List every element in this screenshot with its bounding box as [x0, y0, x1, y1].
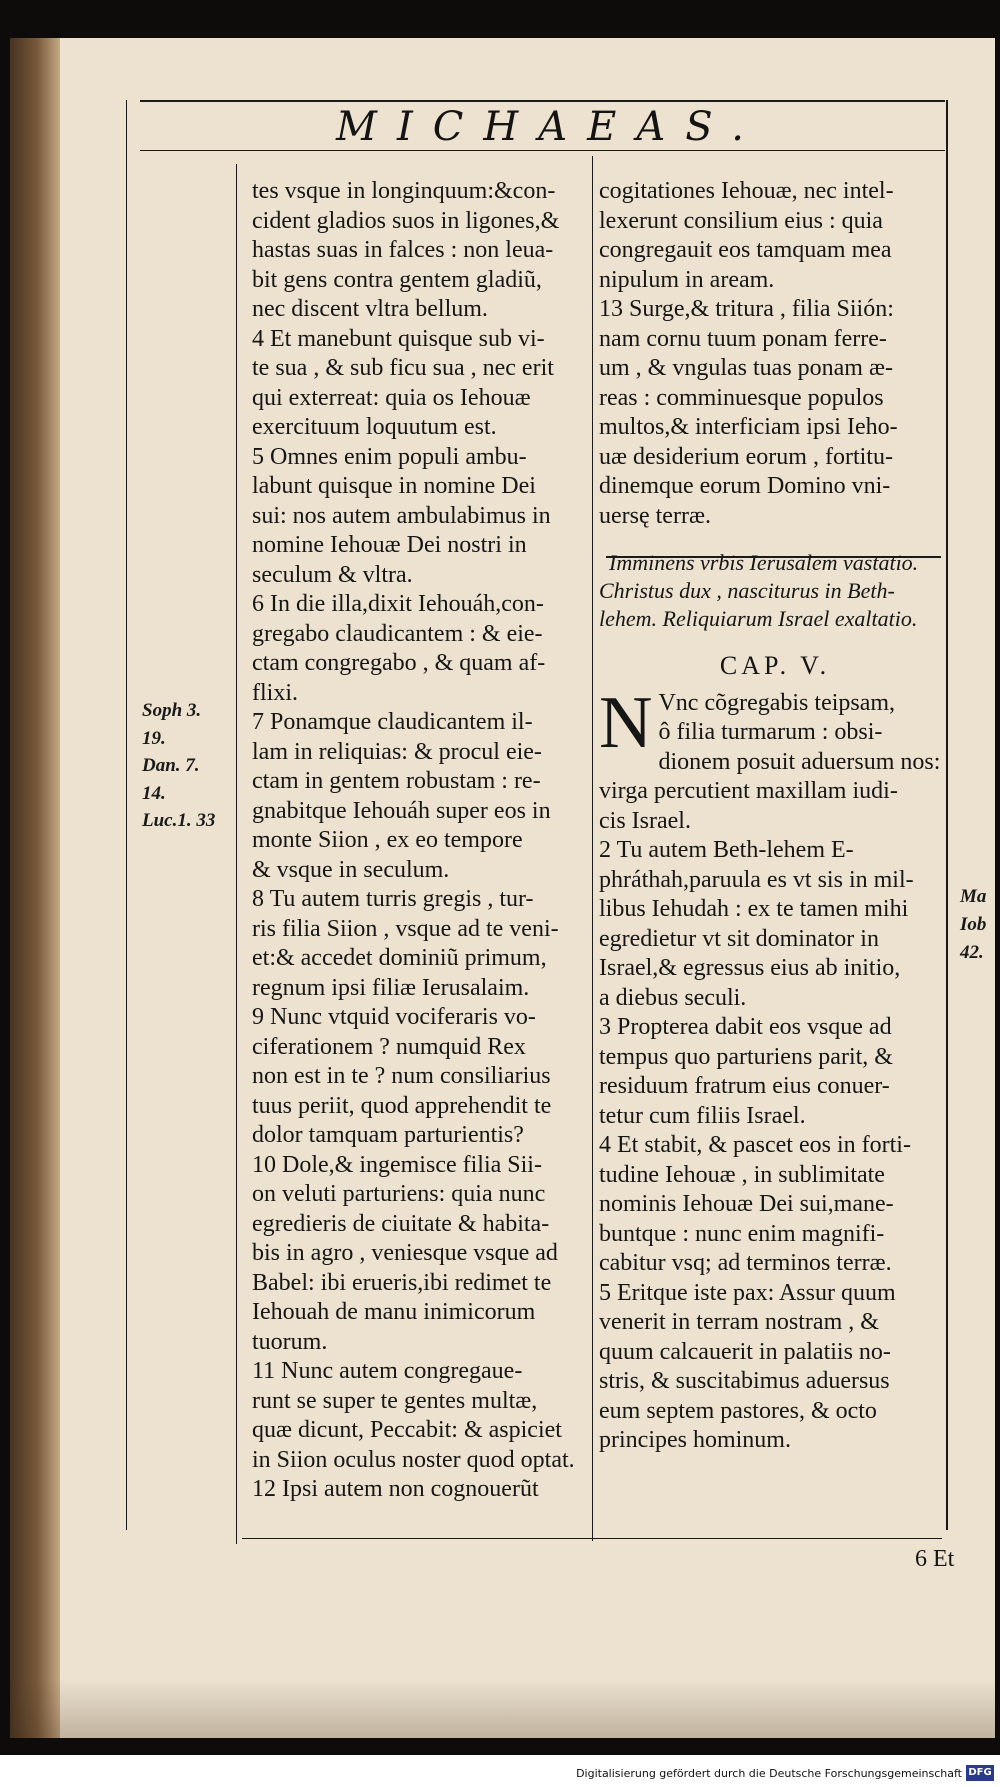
text-line: tuorum. — [252, 1328, 328, 1355]
text-line: uæ desiderium eorum , fortitu- — [599, 443, 893, 470]
text-line: tempus quo parturiens parit, & — [599, 1043, 893, 1070]
text-line: nipulum in aream. — [599, 266, 775, 293]
text-line: 5 Omnes enim populi ambu- — [252, 443, 527, 470]
text-line: nominis Iehouæ Dei sui,mane- — [599, 1191, 894, 1217]
text-line: gnabitque Iehouáh super eos in — [252, 797, 551, 824]
margin-ref-dan: Dan. 7. — [142, 755, 200, 776]
text-line: quum calcauerit in palatiis no- — [599, 1338, 891, 1365]
text-line: ctam congregabo , & quam af- — [252, 650, 546, 676]
text-line: Iehouah de manu inimicorum — [252, 1299, 536, 1325]
bottom-rule — [242, 1538, 942, 1539]
text-line: nam cornu tuum ponam ferre- — [599, 325, 887, 352]
text-line: ctam in gentem robustam : re- — [252, 768, 541, 794]
text-line: et:& accedet dominiũ primum, — [252, 945, 547, 971]
margin-ref-right-1: Ma — [960, 886, 987, 907]
text-line: non est in te ? num consiliarius — [252, 1063, 551, 1089]
text-line: congregauit eos tamquam mea — [599, 237, 892, 263]
text-line: libus Iehudah : ex te tamen mihi — [599, 896, 909, 922]
text-line: dolor tamquam parturientis? — [252, 1122, 524, 1148]
text-line: 6 In die illa,dixit Iehouáh,con- — [252, 591, 544, 617]
text-line: gregabo claudicantem : & eie- — [252, 620, 543, 647]
text-line: te sua , & sub ficu sua , nec erit — [252, 355, 554, 381]
text-line: tudine Iehouæ , in sublimitate — [599, 1161, 885, 1188]
text-line: dionem posuit aduersum nos: — [658, 748, 941, 775]
text-line: 5 Eritque iste pax: Assur quum — [599, 1279, 896, 1306]
text-line: 10 Dole,& ingemisce filia Sii- — [252, 1151, 542, 1178]
text-line: reas : comminuesque populos — [599, 384, 884, 411]
text-line: ciferationem ? numquid Rex — [252, 1033, 526, 1060]
text-line: tetur cum filiis Israel. — [599, 1102, 806, 1129]
text-line: 3 Propterea dabit eos vsque ad — [599, 1014, 892, 1040]
right-text-column — [599, 177, 951, 1456]
text-line: bit gens contra gentem gladiũ, — [252, 266, 542, 293]
text-line: multos,& interficiam ipsi Ieho- — [599, 414, 898, 440]
text-line: flixi. — [252, 679, 298, 706]
text-line: runt se super te gentes multæ, — [252, 1387, 538, 1414]
text-line: tuus periit, quod apprehendit te — [252, 1092, 552, 1119]
text-line: ris filia Siion , vsque ad te veni- — [252, 915, 559, 942]
text-line: 8 Tu autem turris gregis , tur- — [252, 886, 534, 912]
text-line: 9 Nunc vtquid vociferaris vo- — [252, 1004, 536, 1030]
text-line: seculum & vltra. — [252, 561, 413, 588]
outer-rule-left — [126, 100, 127, 1530]
text-line: egredietur vt sit dominator in — [599, 925, 879, 952]
text-line: buntque : nunc enim magnifi- — [599, 1220, 885, 1247]
text-line: in Siion oculus noster quod optat. — [252, 1446, 575, 1473]
text-line: residuum fratrum eius conuer- — [599, 1073, 890, 1099]
text-line: a diebus seculi. — [599, 984, 747, 1011]
dfg-logo: DFG — [966, 1765, 994, 1781]
left-text-column — [252, 177, 596, 1505]
catchword: 6 Et — [915, 1546, 955, 1572]
chapter-title: CAP. V. — [719, 651, 831, 680]
text-line: Israel,& egressus eius ab initio, — [599, 955, 901, 981]
text-line: sui: nos autem ambulabimus in — [252, 502, 551, 529]
text-line: cident gladios suos in ligones,& — [252, 207, 560, 234]
margin-ref-right-2: Iob — [960, 914, 987, 935]
text-line: lexerunt consilium eius : quia — [599, 207, 883, 234]
text-line: on veluti parturiens: quia nunc — [252, 1181, 546, 1207]
text-line: & vsque in seculum. — [252, 856, 450, 883]
text-line: regnum ipsi filiæ Ierusalaim. — [252, 974, 530, 1001]
text-line: 2 Tu autem Beth-lehem E- — [599, 837, 854, 863]
text-line: nec discent vltra bellum. — [252, 296, 488, 322]
text-line: quæ dicunt, Peccabit: & aspiciet — [252, 1417, 562, 1443]
margin-ref-soph-verse: 19. — [142, 728, 166, 749]
text-line: 4 Et stabit, & pascet eos in forti- — [599, 1132, 911, 1158]
text-line: tes vsque in longinquum:&con- — [252, 178, 556, 204]
chapter-argument: Imminens vrbis Ierusalem vastatio. Christus dux , nasciturus in Beth-lehem. Reliquiarum Israel exaltatio. — [599, 550, 919, 631]
text-line: lam in reliquias: & procul eie- — [252, 738, 542, 765]
margin-ref-luc: Luc.1. 33 — [142, 810, 216, 831]
text-line: egredieris de ciuitate & habita- — [252, 1210, 550, 1237]
text-line: eum septem pastores, & octo — [599, 1397, 877, 1424]
text-line: labunt quisque in nomine Dei — [252, 473, 536, 499]
text-line: ô filia turmarum : obsi- — [658, 719, 883, 745]
text-line: dinemque eorum Domino vni- — [599, 473, 891, 499]
text-line: 13 Surge,& tritura , filia Siión: — [599, 296, 894, 322]
text-line: Vnc cõgregabis teipsam, — [658, 689, 896, 716]
text-line: cabitur vsq; ad terminos terræ. — [599, 1250, 892, 1276]
text-line: 12 Ipsi autem non cognouerũt — [252, 1476, 539, 1502]
text-line: Babel: ibi erueris,ibi redimet te — [252, 1269, 552, 1296]
text-line: bis in agro , veniesque vsque ad — [252, 1240, 558, 1266]
text-line: 11 Nunc autem congregaue- — [252, 1358, 523, 1384]
text-line: uersę terræ. — [599, 502, 711, 529]
text-line: stris, & suscitabimus aduersus — [599, 1368, 890, 1394]
text-line: qui exterreat: quia os Iehouæ — [252, 384, 531, 411]
left-column-rule — [236, 164, 237, 1544]
text-line: nomine Iehouæ Dei nostri in — [252, 532, 527, 558]
book-spine — [10, 38, 60, 1738]
text-line: 4 Et manebunt quisque sub vi- — [252, 325, 545, 352]
text-line: virga percutient maxillam iudi- — [599, 778, 898, 804]
text-line: principes hominum. — [599, 1427, 791, 1453]
header-rule-bottom — [140, 150, 945, 151]
digitization-credit: Digitalisierung gefördert durch die Deutsche Forschungsgemeinschaft — [576, 1767, 962, 1780]
margin-ref-right-3: 42. — [960, 942, 984, 963]
text-line: um , & vngulas tuas ponam æ- — [599, 355, 893, 381]
header-rule-top — [140, 100, 945, 102]
text-line: exercituum loquutum est. — [252, 414, 497, 440]
text-line: 7 Ponamque claudicantem il- — [252, 709, 533, 735]
text-line: venerit in terram nostram , & — [599, 1309, 879, 1335]
margin-ref-soph: Soph 3. — [142, 700, 202, 721]
text-line: cis Israel. — [599, 807, 691, 834]
drop-capital: N — [599, 681, 653, 764]
margin-ref-dan-verse: 14. — [142, 783, 166, 804]
text-line: monte Siion , ex eo tempore — [252, 827, 523, 853]
page-shadow — [10, 1678, 995, 1738]
text-line: phráthah,paruula es vt sis in mil- — [599, 866, 914, 893]
book-page — [10, 38, 995, 1738]
page-header: MICHAEAS. — [336, 104, 764, 150]
text-line: cogitationes Iehouæ, nec intel- — [599, 178, 894, 204]
text-line: hastas suas in falces : non leua- — [252, 237, 554, 263]
